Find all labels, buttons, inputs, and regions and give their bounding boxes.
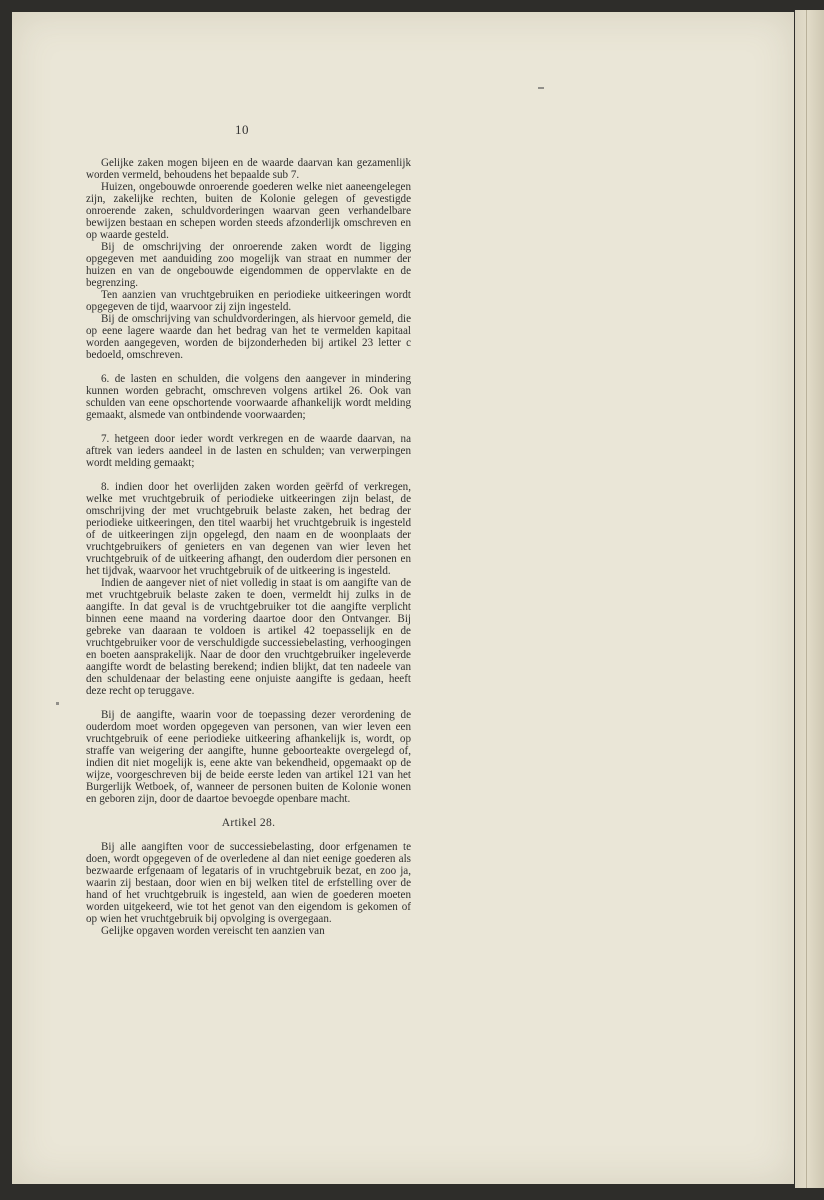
page-fold-line	[806, 10, 807, 1188]
paragraph: Ten aanzien van vruchtgebruiken en periodieke uitkeeringen wordt opgegeven de tijd, waarvoor zij zijn ingesteld.	[86, 289, 411, 313]
paragraph: Huizen, ongebouwde onroerende goederen welke niet aaneengelegen zijn, zakelijke rechten, buiten de Kolonie gelegen of gevestigde onroerende zaken, schuldvorderingen waarvan geen verhandelbare bewijzen bestaan en schepen worden steeds afzonderlijk omschreven en op waarde gesteld.	[86, 181, 411, 241]
paragraph: Bij de omschrijving der onroerende zaken wordt de ligging opgegeven met aanduiding zoo mogelijk van straat en nummer der huizen en van de ongebouwde eigendommen de oppervlakte en de begrenzing.	[86, 241, 411, 289]
next-page-edge	[795, 10, 824, 1188]
paragraph: Bij de omschrijving van schuldvorderingen, als hiervoor gemeld, die op eene lagere waarde dan het bedrag van het te vermelden kapitaal worden aangegeven, worden de bijzonderheden bij artikel 23 letter c bedoeld, omschreven.	[86, 313, 411, 361]
article-paragraph: Bij alle aangiften voor de successiebelasting, door erfgenamen te doen, wordt opgegeven of de overledene al dan niet eenige goederen als bezwaarde erfgenaam of legataris of in vruchtgebruik bezat, en zoo ja, waarin zij bestaan, door wien en bij welken titel de erfstelling over de hand of het vruchtgebruik is ingesteld, aan wien de goederen moeten worden uitgekeerd, wie tot het genot van den eigendom is gekomen of op wien het vruchtgebruik bij opvolging is overgegaan.	[86, 841, 411, 925]
page-number: 10	[235, 122, 249, 137]
body-text	[86, 157, 411, 937]
speck-mark	[56, 702, 59, 705]
article-paragraph: Gelijke opgaven worden vereischt ten aanzien van	[101, 925, 325, 937]
paragraph: Gelijke zaken mogen bijeen en de waarde daarvan kan gezamenlijk worden vermeld, behoudens het bepaalde sub 7.	[86, 157, 411, 181]
paragraph: Indien de aangever niet of niet volledig in staat is om aangifte van de met vruchtgebruik belaste zaken te doen, vermeldt hij zulks in de aangifte. In dat geval is de vruchtgebruiker tot die aangifte verplicht binnen eene maand na vordering daartoe door den Ontvanger. Bij gebreke van daaraan te voldoen is artikel 42 toepasselijk en de vruchtgebruiker voor de verschuldigde successiebelasting, verhoogingen en boeten aansprakelijk. Naar de door den vruchtgebruiker ingeleverde aangifte wordt de belasting berekend; indien blijkt, dat ten nadeele van den schuldenaar der belasting eene onjuiste aangifte is gedaan, heeft deze recht op teruggave.	[86, 577, 411, 697]
paragraph: Bij de aangifte, waarin voor de toepassing dezer verordening de ouderdom moet worden opgegeven van personen, van wier leven een vruchtgebruik of eene periodieke uitkeering afhankelijk is, wordt, op straffe van weigering der aangifte, hunne geboorteakte overgelegd of, indien dit niet mogelijk is, eene akte van bekendheid, opgemaakt op de wijze, voorgeschreven bij de beide eerste leden van artikel 121 van het Burgerlijk Wetboek, of, wanneer de personen buiten de Kolonie wonen en geboren zijn, door de daartoe bevoegde openbare macht.	[86, 709, 411, 805]
list-item-6: 6. de lasten en schulden, die volgens den aangever in mindering kunnen worden gebracht, omschreven volgens artikel 26. Ook van schulden van eene opschortende voorwaarde afhankelijk wordt melding gemaakt, alsmede van ontbindende voorwaarden;	[86, 373, 411, 421]
speck-mark	[538, 87, 544, 89]
list-item-8: 8. indien door het overlijden zaken worden geërfd of verkregen, welke met vruchtgebruik of periodieke uitkeeringen zijn belast, de omschrijving der met vruchtgebruik belaste zaken, het bedrag der periodieke uitkeeringen, den titel waarbij het vruchtgebruik is ingesteld of de uitkeeringen zijn opgelegd, den naam en de woonplaats der vruchtgebruikers of genieters en van degenen van wier leven het vruchtgebruik of de uitkeering afhangt, den ouderdom dier personen en het tijdvak, waarvoor het vruchtgebruik of de uitkeering is ingesteld.	[86, 481, 411, 577]
article-heading: Artikel 28.	[221, 816, 276, 829]
list-item-7: 7. hetgeen door ieder wordt verkregen en de waarde daarvan, na aftrek van ieders aandeel in de lasten en schulden; van verwerpingen wordt melding gemaakt;	[86, 433, 411, 469]
